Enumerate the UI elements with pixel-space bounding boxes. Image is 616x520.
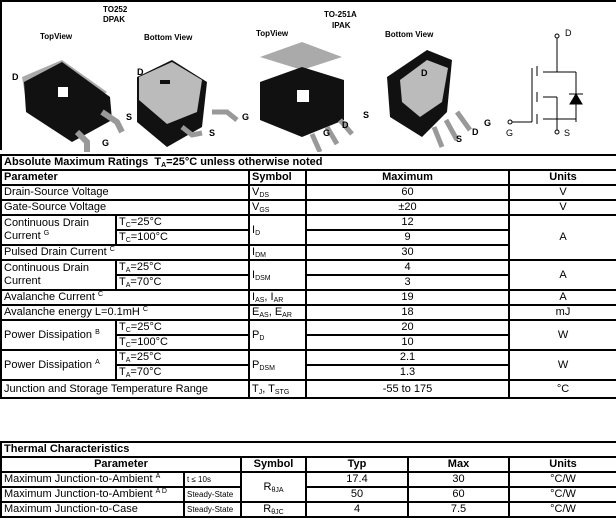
header-units: Units — [509, 457, 616, 472]
header-parameter: Parameter — [1, 457, 241, 472]
condition: $T_A=70^\circ C$ — [116, 365, 249, 380]
table-row — [1, 380, 616, 398]
condition: $T_C=25^\circ C$ — [116, 320, 249, 335]
unit: mJ — [509, 305, 616, 320]
pin-label-s: S — [209, 128, 216, 138]
param: Avalanche Current $^C$ — [1, 290, 249, 305]
symbol: $V_{DS}$ — [249, 185, 306, 200]
header-symbol: Symbol — [249, 170, 306, 185]
pin-label-d: D — [421, 68, 428, 78]
pin-label-g: G — [242, 112, 250, 122]
param: Maximum Junction-to-Case — [1, 502, 184, 517]
symbol: $P_{DSM}$ — [249, 350, 306, 380]
table-row — [1, 472, 616, 487]
to252-bottomview-image — [137, 60, 237, 147]
schematic-label-g: G — [506, 128, 514, 138]
table-row — [1, 215, 616, 230]
unit: W — [509, 320, 616, 350]
unit: A — [509, 260, 616, 290]
symbol: $E_{AS}$, $E_{AR}$ — [249, 305, 306, 320]
max-value: -55 to 175 — [306, 380, 509, 398]
param: Junction and Storage Temperature Range — [1, 380, 249, 398]
condition: $T_A=25^\circ C$ — [116, 260, 249, 275]
param: Power Dissipation $^B$ — [1, 320, 116, 350]
symbol: $T_J$, $T_{STG}$ — [249, 380, 306, 398]
typ-value: 17.4 — [306, 472, 408, 487]
table-row — [1, 320, 616, 335]
max-value: 7.5 — [408, 502, 509, 517]
max-value: ±20 — [306, 200, 509, 215]
to251a-bottomview-image — [387, 50, 470, 147]
table-row — [1, 502, 616, 517]
pin-label-d: D — [12, 72, 19, 82]
table-row — [1, 350, 616, 365]
table-row — [1, 185, 616, 200]
to252-label: TO252 — [103, 5, 128, 14]
condition-symbol: T — [154, 156, 162, 168]
unit: A — [509, 215, 616, 260]
package-figures — [0, 0, 616, 150]
header-row — [1, 170, 616, 185]
mosfet-schematic-symbol — [508, 34, 583, 134]
absolute-maximum-ratings-table — [0, 154, 616, 399]
header-symbol: Symbol — [241, 457, 306, 472]
table-title: Absolute Maximum Ratings — [4, 156, 149, 168]
to252-bottomview-label: Bottom View — [144, 33, 193, 42]
table-title-row — [1, 155, 616, 170]
table-row — [1, 200, 616, 215]
header-parameter: Parameter — [1, 170, 249, 185]
max-value: 12 — [306, 215, 509, 230]
schematic-label-d: D — [565, 28, 572, 38]
to251a-bottomview-label: Bottom View — [385, 30, 434, 39]
to251a-topview-image — [260, 42, 352, 152]
package-drawings — [2, 2, 616, 152]
pin-label-d: D — [472, 127, 479, 137]
max-value: 60 — [408, 487, 509, 502]
header-typ: Typ — [306, 457, 408, 472]
condition-subscript: A — [161, 162, 167, 169]
max-value: 30 — [306, 245, 509, 260]
table-title: Thermal Characteristics — [1, 442, 616, 457]
param: Maximum Junction-to-Ambient $^A$ — [1, 472, 184, 487]
table-row — [1, 305, 616, 320]
max-value: 19 — [306, 290, 509, 305]
pin-label-g: G — [484, 118, 492, 128]
condition: Steady-State — [184, 502, 241, 517]
condition: $T_C=100^\circ C$ — [116, 230, 249, 245]
symbol: $V_{GS}$ — [249, 200, 306, 215]
header-maximum: Maximum — [306, 170, 509, 185]
symbol: $I_{DSM}$ — [249, 260, 306, 290]
symbol: $I_D$ — [249, 215, 306, 245]
param: Maximum Junction-to-Ambient $^{A D}$ — [1, 487, 184, 502]
symbol: $P_D$ — [249, 320, 306, 350]
unit: °C/W — [509, 502, 616, 517]
max-value: 2.1 — [306, 350, 509, 365]
unit: A — [509, 290, 616, 305]
unit: °C/W — [509, 487, 616, 502]
param: Avalanche energy L=0.1mH $^C$ — [1, 305, 249, 320]
max-value: 3 — [306, 275, 509, 290]
table-row — [1, 290, 616, 305]
dpak-label: DPAK — [103, 15, 126, 24]
param: Gate-Source Voltage — [1, 200, 249, 215]
unit: V — [509, 185, 616, 200]
pin-label-g: G — [323, 128, 331, 138]
ipak-label: IPAK — [332, 21, 351, 30]
symbol: $I_{AS}$, $I_{AR}$ — [249, 290, 306, 305]
table-row — [1, 260, 616, 275]
to251a-label: TO-251A — [324, 10, 357, 19]
max-value: 30 — [408, 472, 509, 487]
param: Drain-Source Voltage — [1, 185, 249, 200]
max-value: 9 — [306, 230, 509, 245]
pin-label-d: D — [342, 120, 349, 130]
condition: $T_C=25^\circ C$ — [116, 215, 249, 230]
condition: $T_C=100^\circ C$ — [116, 335, 249, 350]
symbol: $R_{\theta JA}$ — [241, 472, 306, 502]
unit: W — [509, 350, 616, 380]
max-value: 20 — [306, 320, 509, 335]
condition: Steady-State — [184, 487, 241, 502]
schematic-label-s: S — [564, 128, 571, 138]
max-value: 4 — [306, 260, 509, 275]
header-max: Max — [408, 457, 509, 472]
symbol: $R_{\theta JC}$ — [241, 502, 306, 517]
condition: $T_A=25^\circ C$ — [116, 350, 249, 365]
pin-label-s: S — [456, 134, 463, 144]
param: Pulsed Drain Current $^C$ — [1, 245, 249, 260]
pin-label-g: G — [102, 138, 110, 148]
condition: $T_A=70^\circ C$ — [116, 275, 249, 290]
table-row — [1, 487, 616, 502]
unit: °C/W — [509, 472, 616, 487]
max-value: 10 — [306, 335, 509, 350]
condition-text: =25°C unless otherwise noted — [166, 156, 323, 168]
max-value: 60 — [306, 185, 509, 200]
to252-topview-label: TopView — [40, 32, 73, 41]
param: Power Dissipation $^A$ — [1, 350, 116, 380]
to251a-topview-label: TopView — [256, 29, 289, 38]
pin-label-d: D — [137, 67, 144, 77]
typ-value: 50 — [306, 487, 408, 502]
symbol: $I_{DM}$ — [249, 245, 306, 260]
condition: t ≤ 10s — [184, 472, 241, 487]
pin-label-s: S — [363, 110, 370, 120]
table-title-row — [1, 442, 616, 457]
pin-label-s: S — [126, 112, 133, 122]
header-row — [1, 457, 616, 472]
thermal-characteristics-table — [0, 441, 616, 518]
unit: °C — [509, 380, 616, 398]
typ-value: 4 — [306, 502, 408, 517]
param: Continuous Drain Current — [1, 260, 116, 290]
header-units: Units — [509, 170, 616, 185]
unit: V — [509, 200, 616, 215]
param: Continuous Drain Current $^G$ — [1, 215, 116, 245]
max-value: 1.3 — [306, 365, 509, 380]
max-value: 18 — [306, 305, 509, 320]
